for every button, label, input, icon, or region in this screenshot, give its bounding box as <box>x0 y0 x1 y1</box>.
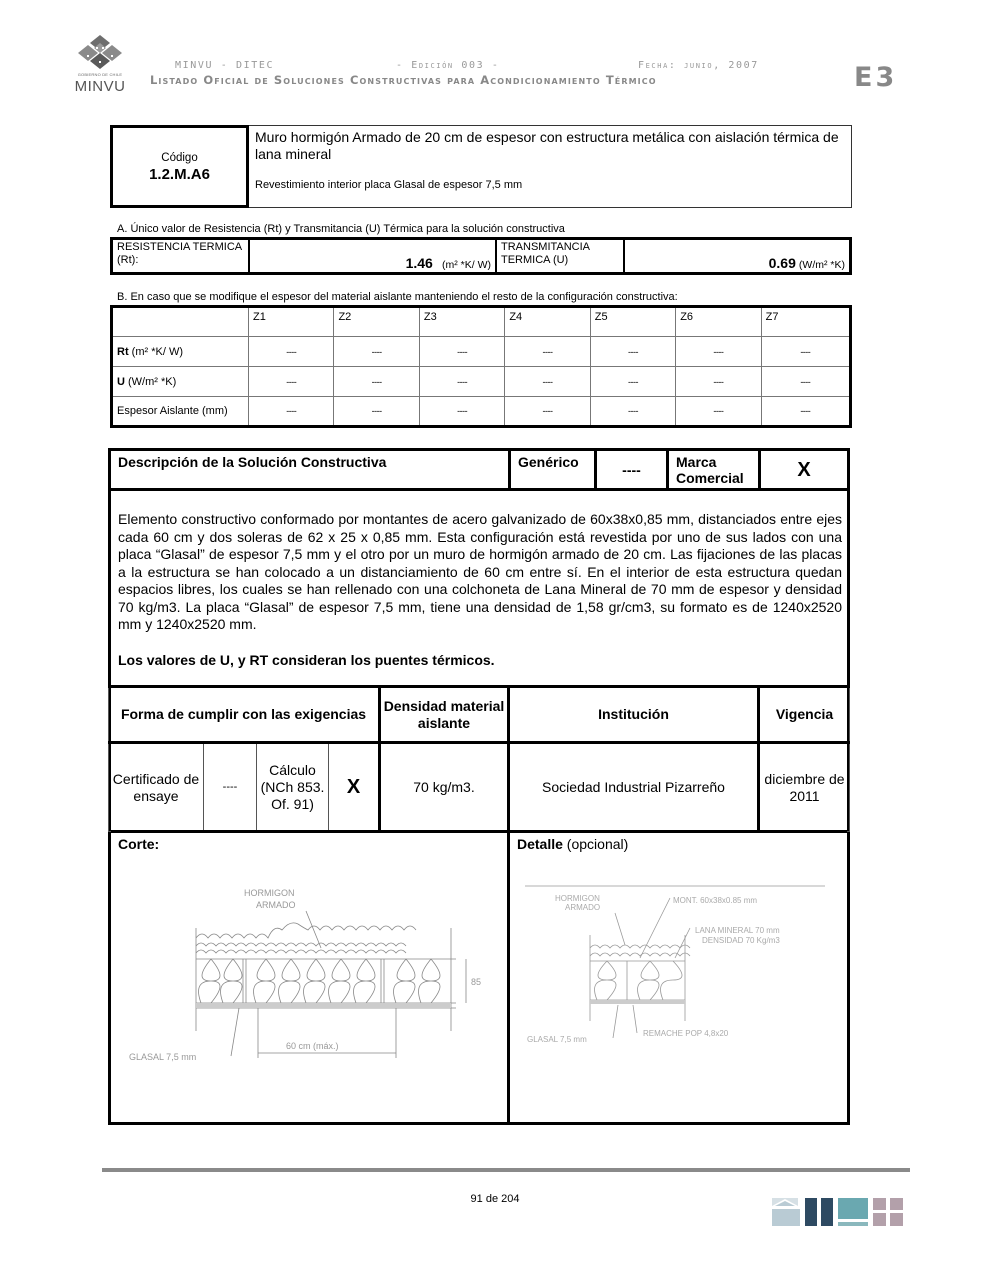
cut-panel <box>111 833 510 1122</box>
header-date: Fecha: junio, 2007 <box>638 60 759 71</box>
table-cell: ---- <box>334 397 419 427</box>
rt-unit: (m² *K/ W) <box>442 259 491 271</box>
generic-value: ---- <box>597 451 669 488</box>
logo-name: MINVU <box>74 78 126 95</box>
u-label-cell <box>497 240 625 272</box>
row-label: Rt (m² *K/ W) <box>112 337 249 367</box>
svg-text:REMACHE POP 4,8x20: REMACHE POP 4,8x20 <box>643 1029 729 1038</box>
col-header: Z3 <box>419 307 504 337</box>
table-cell: ---- <box>676 397 761 427</box>
table-cell: ---- <box>505 397 590 427</box>
u-value: 0.69 <box>768 255 796 271</box>
row-label: U (W/m² *K) <box>112 367 249 397</box>
section-a-caption: A. Único valor de Resistencia (Rt) y Transmitancia (U) Térmica para la solución constructiva <box>117 223 565 235</box>
validity-header: Vigencia <box>759 687 850 743</box>
svg-text:HORMIGON: HORMIGON <box>244 888 295 898</box>
detail-panel <box>510 833 847 1122</box>
col-header: Z2 <box>334 307 419 337</box>
code-label: Código <box>161 152 198 164</box>
rt-value: 1.46 <box>405 255 433 271</box>
svg-text:60 cm (máx.): 60 cm (máx.) <box>286 1041 339 1051</box>
section-code: E3 <box>854 62 898 93</box>
solution-title-cell <box>255 129 845 191</box>
table-row <box>112 367 851 397</box>
section-b-table <box>110 305 852 428</box>
code-value: 1.2.M.A6 <box>149 166 210 183</box>
solution-subtitle: Revestimiento interior placa Glasal de espesor 7,5 mm <box>255 179 523 191</box>
compliance-value-row <box>109 743 850 832</box>
brand-value: X <box>797 458 811 481</box>
section-b-caption: B. En caso que se modifique el espesor del material aislante manteniendo el resto de la configuración constructiva: <box>117 291 678 303</box>
header-edition: - Edición 003 - <box>396 60 500 71</box>
calculation-label: Cálculo (NCh 853. Of. 91) <box>257 743 329 832</box>
svg-text:GLASAL 7,5 mm: GLASAL 7,5 mm <box>129 1052 197 1062</box>
solution-code-box <box>110 125 852 208</box>
compliance-table <box>108 685 850 832</box>
table-cell: ---- <box>761 367 850 397</box>
col-header: Z6 <box>676 307 761 337</box>
table-cell: ---- <box>505 367 590 397</box>
detail-title: Detalle (opcional) <box>517 836 629 852</box>
u-label: TRANSMITANCIA TERMICA (U) <box>501 241 590 266</box>
table-cell: ---- <box>334 337 419 367</box>
rt-value-cell <box>250 240 497 272</box>
table-cell: ---- <box>334 367 419 397</box>
wall-detail-drawing <box>515 873 845 1073</box>
table-cell: ---- <box>249 337 334 367</box>
description-header <box>111 451 847 491</box>
svg-text:85: 85 <box>471 977 482 987</box>
compliance-header-row <box>109 687 850 743</box>
table-cell: ---- <box>590 337 675 367</box>
header-org: MINVU - DITEC <box>175 60 275 71</box>
rt-label: RESISTENCIA TERMICA (Rt): <box>117 241 242 266</box>
table-cell: ---- <box>419 367 504 397</box>
svg-text:MONT. 60x38x0.85 mm: MONT. 60x38x0.85 mm <box>673 896 758 905</box>
table-cell: ---- <box>249 397 334 427</box>
table-cell: ---- <box>761 397 850 427</box>
form-header: Forma de cumplir con las exigencias <box>109 687 380 743</box>
table-cell: ---- <box>761 337 850 367</box>
rt-label-cell <box>113 240 250 272</box>
description-block <box>108 448 850 1125</box>
validity-value: diciembre de 2011 <box>759 743 850 832</box>
svg-text:LANA MINERAL 70 mm: LANA MINERAL 70 mm <box>695 926 780 935</box>
logo-government-text: GOBIERNO DE CHILE <box>77 72 123 77</box>
table-cell: ---- <box>249 367 334 397</box>
certificate-value: ---- <box>204 743 257 832</box>
footer-logo-icon <box>770 1196 908 1228</box>
institution-header: Institución <box>509 687 759 743</box>
svg-text:ARMADO: ARMADO <box>256 900 296 910</box>
thermal-bridge-note: Los valores de U, y RT consideran los puentes térmicos. <box>118 652 495 668</box>
col-header: Z7 <box>761 307 850 337</box>
table-cell: ---- <box>419 337 504 367</box>
row-label: Espesor Aislante (mm) <box>112 397 249 427</box>
table-cell: ---- <box>505 337 590 367</box>
minvu-emblem-icon <box>70 33 130 73</box>
table-cell: ---- <box>419 397 504 427</box>
cut-title: Corte: <box>118 836 160 852</box>
calculation-value: X <box>329 743 380 832</box>
footer-rule <box>102 1168 910 1172</box>
svg-text:HORMIGON: HORMIGON <box>555 894 600 903</box>
description-body: Elemento constructivo conformado por montantes de acero galvanizado de 60x38x0,85 mm, distanciados entre ejes cada 60 cm y dos soleras de 62 x 25 x 0,85 mm. Esta configuración está revestida por uno de sus lados con una placa “Glasal” de espesor 7,5 mm y el otro por un muro de hormigón armado de 20 cm. Las fijaciones de las placas a la estructura se han colocado a un distanciamiento de 60 cm entre sí. En el interior de esta estructura quedan espacios libres, los cuales se han rellenado con una colchoneta de Lana Mineral de 70 mm de espesor y densidad 70 kg/m3. La placa “Glasal” de espesor 7,5 mm, tiene una densidad de 1,58 gr/cm3, su formato es de 1240x2520 mm y 1240x2520 mm. <box>118 511 842 632</box>
svg-text:DENSIDAD 70 Kg/m3: DENSIDAD 70 Kg/m3 <box>702 936 780 945</box>
table-cell: ---- <box>590 397 675 427</box>
u-unit: (W/m² *K) <box>798 259 845 271</box>
col-header: Z5 <box>590 307 675 337</box>
u-value-cell <box>625 240 849 272</box>
header-title: Listado Oficial de Soluciones Constructivas para Acondicionamiento Térmico <box>150 73 657 87</box>
table-header-row <box>112 307 851 337</box>
code-cell <box>110 125 249 208</box>
density-value: 70 kg/m3. <box>380 743 509 832</box>
density-header: Densidad material aislante <box>380 687 509 743</box>
table-cell: ---- <box>676 337 761 367</box>
col-header: Z4 <box>505 307 590 337</box>
solution-title: Muro hormigón Armado de 20 cm de espesor con estructura metálica con aislación térmica de lana mineral <box>255 129 839 162</box>
table-row <box>112 337 851 367</box>
institution-value: Sociedad Industrial Pizarreño <box>509 743 759 832</box>
drawings-section <box>111 830 847 1122</box>
generic-label: Genérico <box>511 451 597 488</box>
section-a-table <box>110 237 852 275</box>
table-row <box>112 397 851 427</box>
table-cell: ---- <box>590 367 675 397</box>
svg-text:ARMADO: ARMADO <box>565 903 601 912</box>
description-heading: Descripción de la Solución Constructiva <box>111 451 511 488</box>
minvu-logo <box>70 33 130 95</box>
certificate-label: Certificado de ensaye <box>109 743 204 832</box>
col-header: Z1 <box>249 307 334 337</box>
wall-section-drawing <box>111 853 510 1103</box>
page-number: 91 de 204 <box>470 1193 520 1205</box>
svg-text:GLASAL 7,5 mm: GLASAL 7,5 mm <box>527 1035 587 1044</box>
table-cell: ---- <box>676 367 761 397</box>
brand-label: Marca Comercial <box>669 451 761 488</box>
